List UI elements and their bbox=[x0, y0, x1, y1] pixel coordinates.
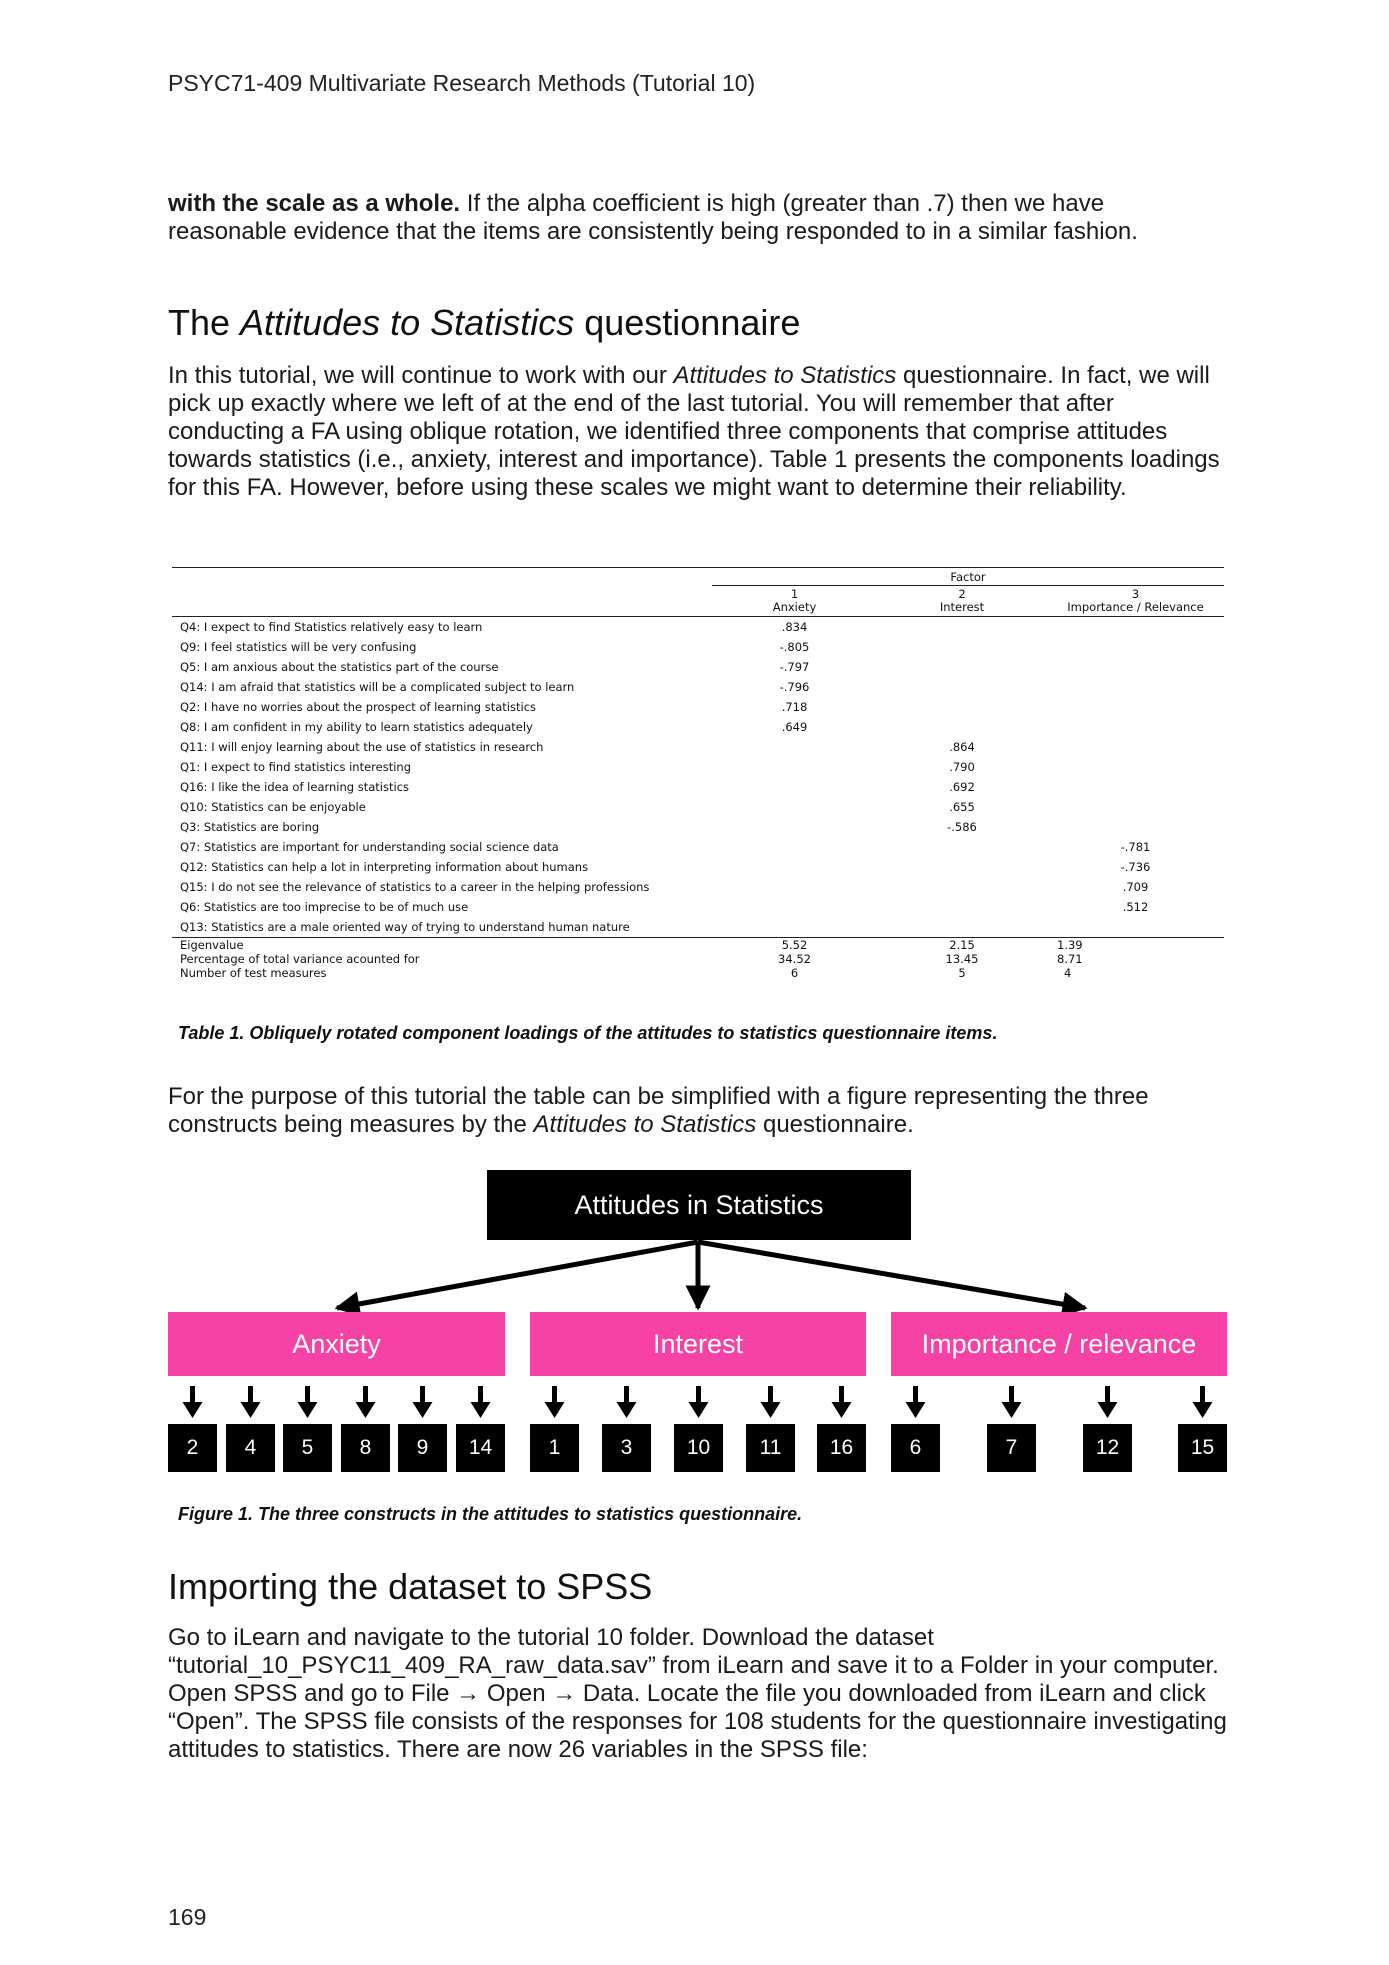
table-row: Q7: Statistics are important for understanding social science data -.781 bbox=[180, 840, 1151, 854]
table-caption: Table 1. Obliquely rotated component loadings of the attitudes to statistics questionnaire items. bbox=[178, 1023, 998, 1043]
item-arrow-head bbox=[689, 1402, 709, 1418]
item-arrow-head bbox=[471, 1402, 491, 1418]
item-arrow-head bbox=[617, 1402, 637, 1418]
item-box: 12 bbox=[1083, 1424, 1132, 1472]
item-box: 9 bbox=[398, 1424, 447, 1472]
table-row: Q2: I have no worries about the prospect of learning statistics .718 bbox=[180, 700, 808, 714]
item-box: 6 bbox=[891, 1424, 940, 1472]
item-arrow-head bbox=[1193, 1402, 1213, 1418]
item-box: 15 bbox=[1178, 1424, 1227, 1472]
p1-pre: In this tutorial, we will continue to work with our bbox=[168, 362, 674, 389]
item-box: 2 bbox=[168, 1424, 217, 1472]
summary-row-measures: Number of test measures 6 5 4 bbox=[180, 966, 1072, 980]
item-arrows bbox=[183, 1386, 1213, 1418]
item-arrow-head bbox=[413, 1402, 433, 1418]
factor-header: Factor bbox=[712, 568, 1224, 586]
table-row: Q14: I am afraid that statistics will be a complicated subject to learn -.796 bbox=[180, 680, 810, 694]
section-title-importing: Importing the dataset to SPSS bbox=[168, 1566, 653, 1607]
item-box: 11 bbox=[746, 1424, 795, 1472]
intro-paragraph bbox=[168, 190, 1228, 246]
p1-em: Attitudes to Statistics bbox=[673, 362, 897, 389]
table-row: Q4: I expect to find Statistics relatively easy to learn .834 bbox=[180, 620, 808, 634]
title-post: questionnaire bbox=[574, 302, 801, 343]
p1-post: questionnaire. In fact, we will pick up exactly where we left of at the end of the last tutorial. You will remember that after conducting a FA using oblique rotation, we identified three components that comprise attitudes towards statistics (i.e., anxiety, interest and importance). Table 1 presents the components loadings for this FA. However, before using these scales we might want to determine their reliability. bbox=[168, 362, 1220, 501]
item-box: 3 bbox=[602, 1424, 651, 1472]
table-row: Q6: Statistics are too imprecise to be of much use .512 bbox=[180, 900, 1149, 914]
table-row: Q16: I like the idea of learning statistics .692 bbox=[180, 780, 975, 794]
intro-text: If the alpha coefficient is high (greater than .7) then we have reasonable evidence that the items are consistently being responded to in a similar fashion. bbox=[168, 190, 1138, 245]
table-row: Q9: I feel statistics will be very confusing -.805 bbox=[180, 640, 810, 654]
item-box: 16 bbox=[817, 1424, 866, 1472]
column-header-3: 3 Importance / Relevance bbox=[1047, 586, 1224, 617]
summary-row-eigenvalue: Eigenvalue 5.52 2.15 1.39 bbox=[172, 938, 1224, 953]
item-box: 4 bbox=[226, 1424, 275, 1472]
item-arrow-head bbox=[356, 1402, 376, 1418]
title-pre: The bbox=[168, 302, 241, 343]
construct-importance-box: Importance / relevance bbox=[891, 1312, 1227, 1376]
p2-pre: For the purpose of this tutorial the table can be simplified with a figure representing the three constructs being measures by the bbox=[168, 1083, 1149, 1138]
p2-em: Attitudes to Statistics bbox=[533, 1111, 757, 1138]
construct-anxiety-box: Anxiety bbox=[168, 1312, 505, 1376]
construct-interest-box: Interest bbox=[530, 1312, 866, 1376]
figure-intro-paragraph bbox=[168, 1083, 1228, 1139]
section1-paragraph bbox=[168, 362, 1228, 502]
title-em: Attitudes to Statistics bbox=[240, 302, 575, 343]
table-row: Q12: Statistics can help a lot in interpreting information about humans -.736 bbox=[180, 860, 1151, 874]
table-row: Q13: Statistics are a male oriented way of trying to understand human nature bbox=[180, 920, 630, 934]
table-row: Q5: I am anxious about the statistics part of the course -.797 bbox=[180, 660, 810, 674]
item-arrow-head bbox=[1002, 1402, 1022, 1418]
item-box: 7 bbox=[987, 1424, 1036, 1472]
item-box: 10 bbox=[674, 1424, 723, 1472]
item-box: 8 bbox=[341, 1424, 390, 1472]
item-box: 14 bbox=[456, 1424, 505, 1472]
table-row: Q8: I am confident in my ability to learn statistics adequately .649 bbox=[180, 720, 808, 734]
item-arrow-head bbox=[906, 1402, 926, 1418]
page-number: 169 bbox=[168, 1904, 207, 1930]
item-arrow-head bbox=[1098, 1402, 1118, 1418]
item-arrow-head bbox=[832, 1402, 852, 1418]
table-row: Q1: I expect to find statistics interesting .790 bbox=[180, 760, 975, 774]
table-body bbox=[172, 617, 1224, 981]
column-header-2: 2 Interest bbox=[877, 586, 1047, 617]
factor-loadings-table bbox=[172, 567, 1224, 980]
item-box: 5 bbox=[283, 1424, 332, 1472]
intro-bold: with the scale as a whole. bbox=[168, 190, 461, 217]
summary-row-variance: Percentage of total variance acounted for 34.52 13.45 8.71 bbox=[180, 952, 1083, 966]
item-arrow-head bbox=[183, 1402, 203, 1418]
table-row: Q10: Statistics can be enjoyable .655 bbox=[180, 800, 975, 814]
section-title-attitudes bbox=[168, 302, 800, 344]
column-header-1: 1 Anxiety bbox=[712, 586, 877, 617]
attitudes-root-box: Attitudes in Statistics bbox=[487, 1170, 911, 1240]
running-head: PSYC71-409 Multivariate Research Methods (Tutorial 10) bbox=[168, 70, 756, 96]
table-row: Q15: I do not see the relevance of statistics to a career in the helping professions .709 bbox=[180, 880, 1149, 894]
figure-caption: Figure 1. The three constructs in the attitudes to statistics questionnaire. bbox=[178, 1504, 803, 1524]
item-arrow-head bbox=[241, 1402, 261, 1418]
arrow-to-anxiety bbox=[337, 1242, 698, 1308]
item-arrow-head bbox=[545, 1402, 565, 1418]
item-arrow-head bbox=[761, 1402, 781, 1418]
item-arrow-head bbox=[298, 1402, 318, 1418]
item-box: 1 bbox=[530, 1424, 579, 1472]
p2-post: questionnaire. bbox=[756, 1111, 914, 1138]
section2-paragraph: Go to iLearn and navigate to the tutorial 10 folder. Download the dataset “tutorial_10_PSYC11_409_RA_raw_data.sav” from iLearn and save it to a Folder in your computer. Open SPSS and go to File → Open → Data. Locate the file you downloaded from iLearn and click “Open”. The SPSS file consists of the responses for 108 students for the questionnaire investigating attitudes to statistics. There are now 26 variables in the SPSS file: bbox=[168, 1624, 1227, 1763]
constructs-diagram bbox=[0, 1160, 1389, 1490]
table-row: Q11: I will enjoy learning about the use of statistics in research .864 bbox=[180, 740, 975, 754]
top-arrows bbox=[337, 1242, 1085, 1308]
arrow-to-importance bbox=[698, 1242, 1085, 1308]
table-row: Q3: Statistics are boring -.586 bbox=[180, 820, 977, 834]
